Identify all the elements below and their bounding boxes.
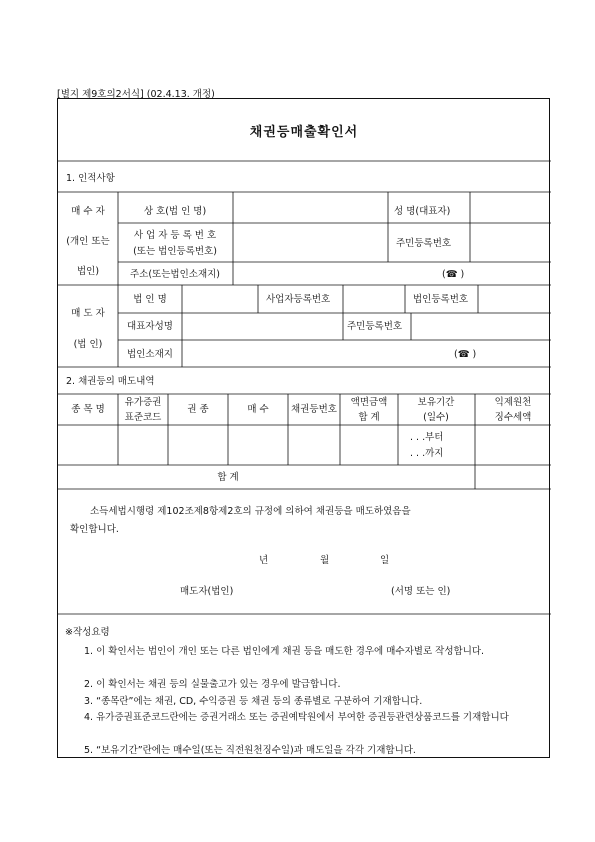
seller-resident-no-label: 주민등록번호 [396, 238, 452, 249]
col-bond-no: 채권등번호 [291, 404, 337, 415]
instruction-item: 2. 이 확인서는 채권 등의 실물출고가 있는 경우에 발급합니다. [84, 679, 341, 690]
col-item-name: 종 목 명 [71, 404, 105, 415]
col-tax-1: 익제원천 [494, 397, 532, 408]
seller-address-label: 주소(또는법인소재지) [129, 269, 221, 280]
form-grid-lines [58, 99, 551, 759]
instruction-item: 3. “종목란”에는 채권, CD, 수익증권 등 채권 등의 종류별로 구분하여 기재합니다. [84, 696, 423, 707]
buyer-resident-no-label: 주민등록번호 [347, 321, 403, 332]
buyer-phone: (☎ ) [454, 349, 477, 360]
col-kind: 권 종 [187, 404, 209, 415]
seller-phone: (☎ ) [442, 269, 465, 280]
col-tax-2: 징수세액 [494, 412, 532, 423]
instructions-heading: ※작성요령 [65, 627, 110, 638]
col-face-2: 합 계 [358, 412, 380, 423]
buyer-corp-reg-no-label: 법인등록번호 [413, 294, 469, 305]
buyer-location-label: 법인소재지 [127, 349, 173, 360]
seller-bizno-label: 사 업 자 등 록 번 호 [133, 230, 217, 241]
date-day: 일 [380, 555, 390, 566]
period-to: . . .까지 [410, 448, 444, 459]
section2-heading: 2. 채권등의 매도내역 [66, 376, 155, 387]
section1-heading: 1. 인적사항 [66, 173, 115, 184]
seller-rep-name-label: 성 명(대표자) [394, 206, 451, 217]
col-face-1: 액면금액 [350, 397, 388, 408]
confirm-statement-2: 확인합니다. [70, 524, 119, 535]
form-header: [별지 제9호의2서식] (02.4.13. 개정) [57, 89, 215, 100]
buyer-label: 매 도 자 [71, 308, 105, 319]
buyer-corp-name-label: 법 인 명 [133, 294, 167, 305]
date-year: 년 [259, 555, 269, 566]
seller-label-3: 법인) [76, 266, 100, 277]
date-month: 월 [320, 555, 330, 566]
period-from: . . .부터 [410, 432, 444, 443]
signature-placeholder: (서명 또는 인) [391, 586, 451, 597]
instruction-item: 1. 이 확인서는 법인이 개인 또는 다른 법인에게 채권 등을 매도한 경우에 매수자별로 작성합니다. [84, 646, 485, 657]
buyer-bizno-label: 사업자등록번호 [266, 294, 331, 305]
seller-bizno-label-2: (또는 법인등록번호) [133, 246, 217, 257]
form-title: 채권등매출확인서 [249, 125, 359, 140]
total-label: 합 계 [217, 472, 239, 483]
seller-trade-name-label: 상 호(법 인 명) [143, 206, 207, 217]
col-period-2: (일수) [423, 412, 449, 423]
col-count: 매 수 [247, 404, 269, 415]
buyer-label-2: (법 인) [73, 339, 103, 350]
confirm-statement: 소득세법시행령 제102조제8항제2호의 규정에 의하여 채권등을 매도하였음을 [90, 506, 411, 517]
col-period-1: 보유기간 [417, 397, 455, 408]
bond-sale-confirmation-form [57, 98, 550, 758]
buyer-rep-name-label: 대표자성명 [127, 321, 173, 332]
seller-label: 매 수 자 [71, 206, 105, 217]
col-code-1: 유가증권 [124, 397, 162, 408]
signer-label: 매도자(법인) [180, 586, 234, 597]
seller-label-2: (개인 또는 [66, 236, 110, 247]
col-code-2: 표준코드 [124, 412, 162, 423]
instruction-item: 4. 유가증권표준코드란에는 증권거래소 또는 증권예탁원에서 부여한 증권등관련상품코드를 기재합니다 [84, 712, 509, 723]
instruction-item: 5. “보유기간”란에는 매수일(또는 직전원천징수일)과 매도일을 각각 기재합니다. [84, 745, 416, 756]
